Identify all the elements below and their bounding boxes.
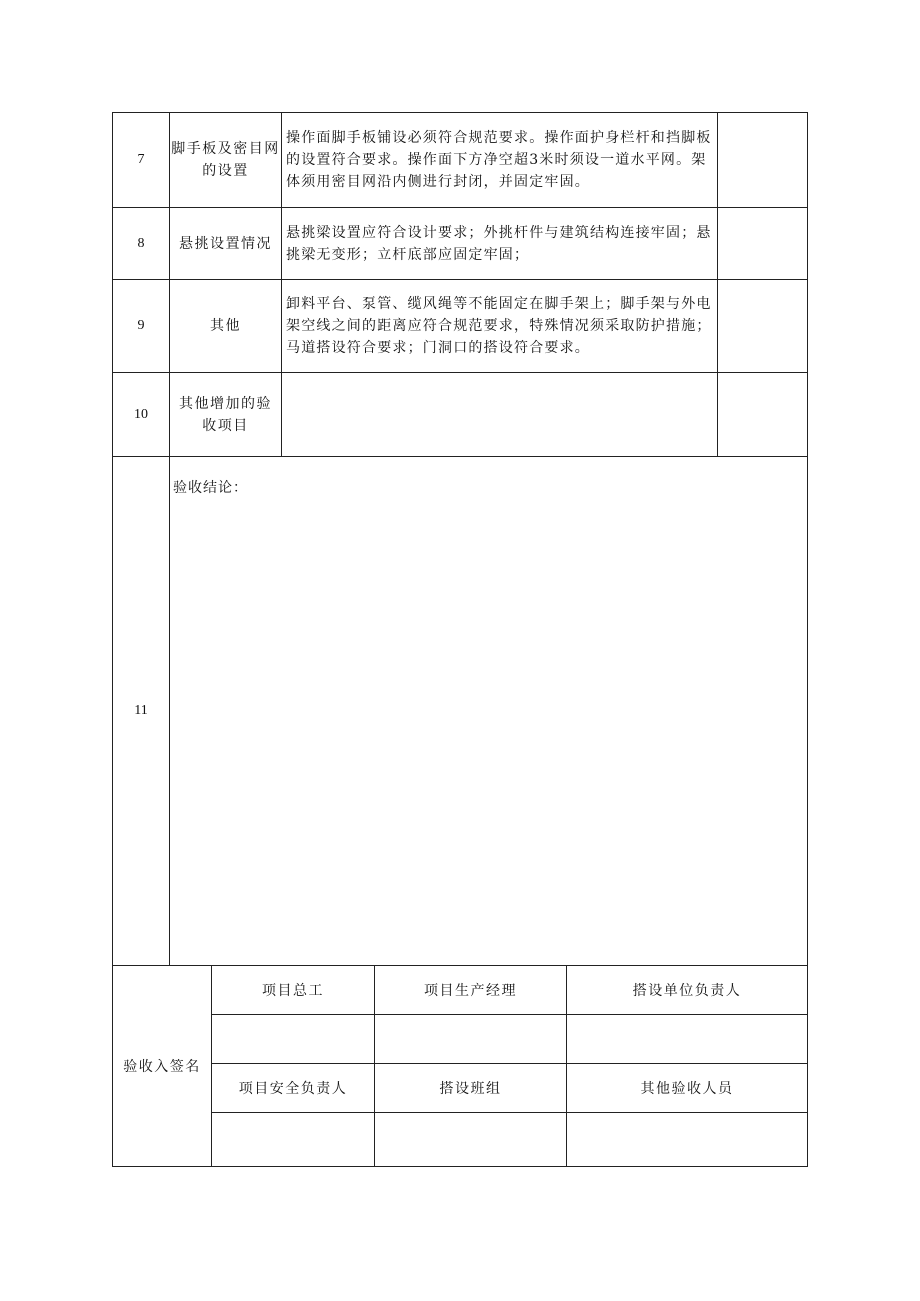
row-number: 7: [113, 113, 170, 208]
table-row: [113, 280, 808, 373]
signature-blank-row: [113, 1015, 808, 1064]
item-requirement[interactable]: [282, 373, 718, 457]
item-requirement: 卸料平台、泵管、缆风绳等不能固定在脚手架上；脚手架与外电架空线之间的距离应符合规范要求，特殊情况须采取防护措施；马道搭设符合要求；门洞口的搭设符合要求。: [282, 280, 718, 373]
signer-title: 项目总工: [212, 966, 375, 1015]
signature-header-row: [113, 1064, 808, 1113]
signer-title: 项目安全负责人: [212, 1064, 375, 1113]
result-cell[interactable]: [718, 373, 808, 457]
signer-title: 搭设班组: [375, 1064, 567, 1113]
signature-field[interactable]: [567, 1015, 808, 1064]
conclusion-row: [113, 457, 808, 966]
signer-title: 其他验收人员: [567, 1064, 808, 1113]
item-name: 其他: [170, 280, 282, 373]
signer-title: 搭设单位负责人: [567, 966, 808, 1015]
signature-table: [112, 965, 808, 1167]
result-cell[interactable]: [718, 113, 808, 208]
result-cell[interactable]: [718, 280, 808, 373]
signer-title: 项目生产经理: [375, 966, 567, 1015]
item-name: 其他增加的验收项目: [170, 373, 282, 457]
row-number: 8: [113, 208, 170, 280]
signature-field[interactable]: [375, 1113, 567, 1167]
conclusion-field[interactable]: 验收结论：: [170, 457, 808, 966]
signature-field[interactable]: [375, 1015, 567, 1064]
table-row: [113, 373, 808, 457]
signature-header-row: [113, 966, 808, 1015]
inspection-table: [112, 112, 808, 966]
signature-label: 验收入签名: [113, 966, 212, 1167]
signature-field[interactable]: [567, 1113, 808, 1167]
table-row: [113, 208, 808, 280]
item-name: 悬挑设置情况: [170, 208, 282, 280]
item-requirement: 悬挑梁设置应符合设计要求；外挑杆件与建筑结构连接牢固；悬挑梁无变形；立杆底部应固定牢固；: [282, 208, 718, 280]
item-name: 脚手板及密目网的设置: [170, 113, 282, 208]
row-number: 9: [113, 280, 170, 373]
acceptance-form: [112, 112, 807, 1167]
signature-blank-row: [113, 1113, 808, 1167]
result-cell[interactable]: [718, 208, 808, 280]
row-number: 11: [113, 457, 170, 966]
table-row: [113, 113, 808, 208]
row-number: 10: [113, 373, 170, 457]
signature-field[interactable]: [212, 1113, 375, 1167]
item-requirement: 操作面脚手板铺设必须符合规范要求。操作面护身栏杆和挡脚板的设置符合要求。操作面下方净空超3米时须设一道水平网。架体须用密目网沿内侧进行封闭，并固定牢固。: [282, 113, 718, 208]
signature-field[interactable]: [212, 1015, 375, 1064]
